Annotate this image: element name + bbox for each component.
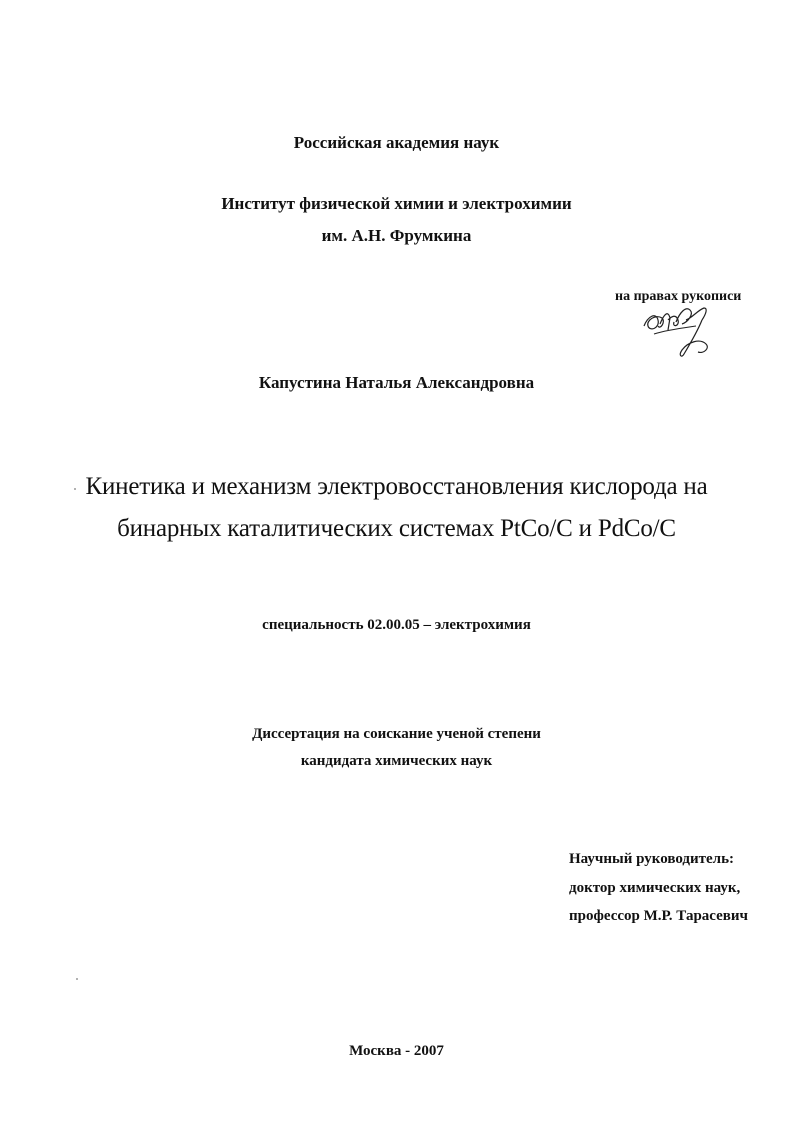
degree-sought-line-2: кандидата химических наук [300,753,493,769]
scan-speck [74,488,76,490]
academy-name: Российская академия наук [293,133,500,152]
city-year: Москва - 2007 [349,1043,444,1059]
manuscript-rights-note: на правах рукописи [615,289,742,304]
signature-icon [638,296,718,362]
specialty: специальность 02.00.05 – электрохимия [262,617,531,633]
supervisor-label: Научный руководитель: [569,851,734,867]
institute-namesake: им. А.Н. Фрумкина [321,226,472,245]
degree-sought-line-1: Диссертация на соискание ученой степени [252,726,541,742]
supervisor-degree: доктор химических наук, [569,880,741,896]
institute-name: Институт физической химии и электрохимии [221,194,572,213]
supervisor-name: профессор М.Р. Тарасевич [569,908,748,924]
dissertation-title-line-1: Кинетика и механизм электровосстановления кислорода на [85,473,708,500]
author-name: Капустина Наталья Александровна [258,373,535,392]
dissertation-title-line-2: бинарных каталитических системах PtCo/C и PdCo/C [117,515,676,542]
scan-speck [76,978,78,980]
